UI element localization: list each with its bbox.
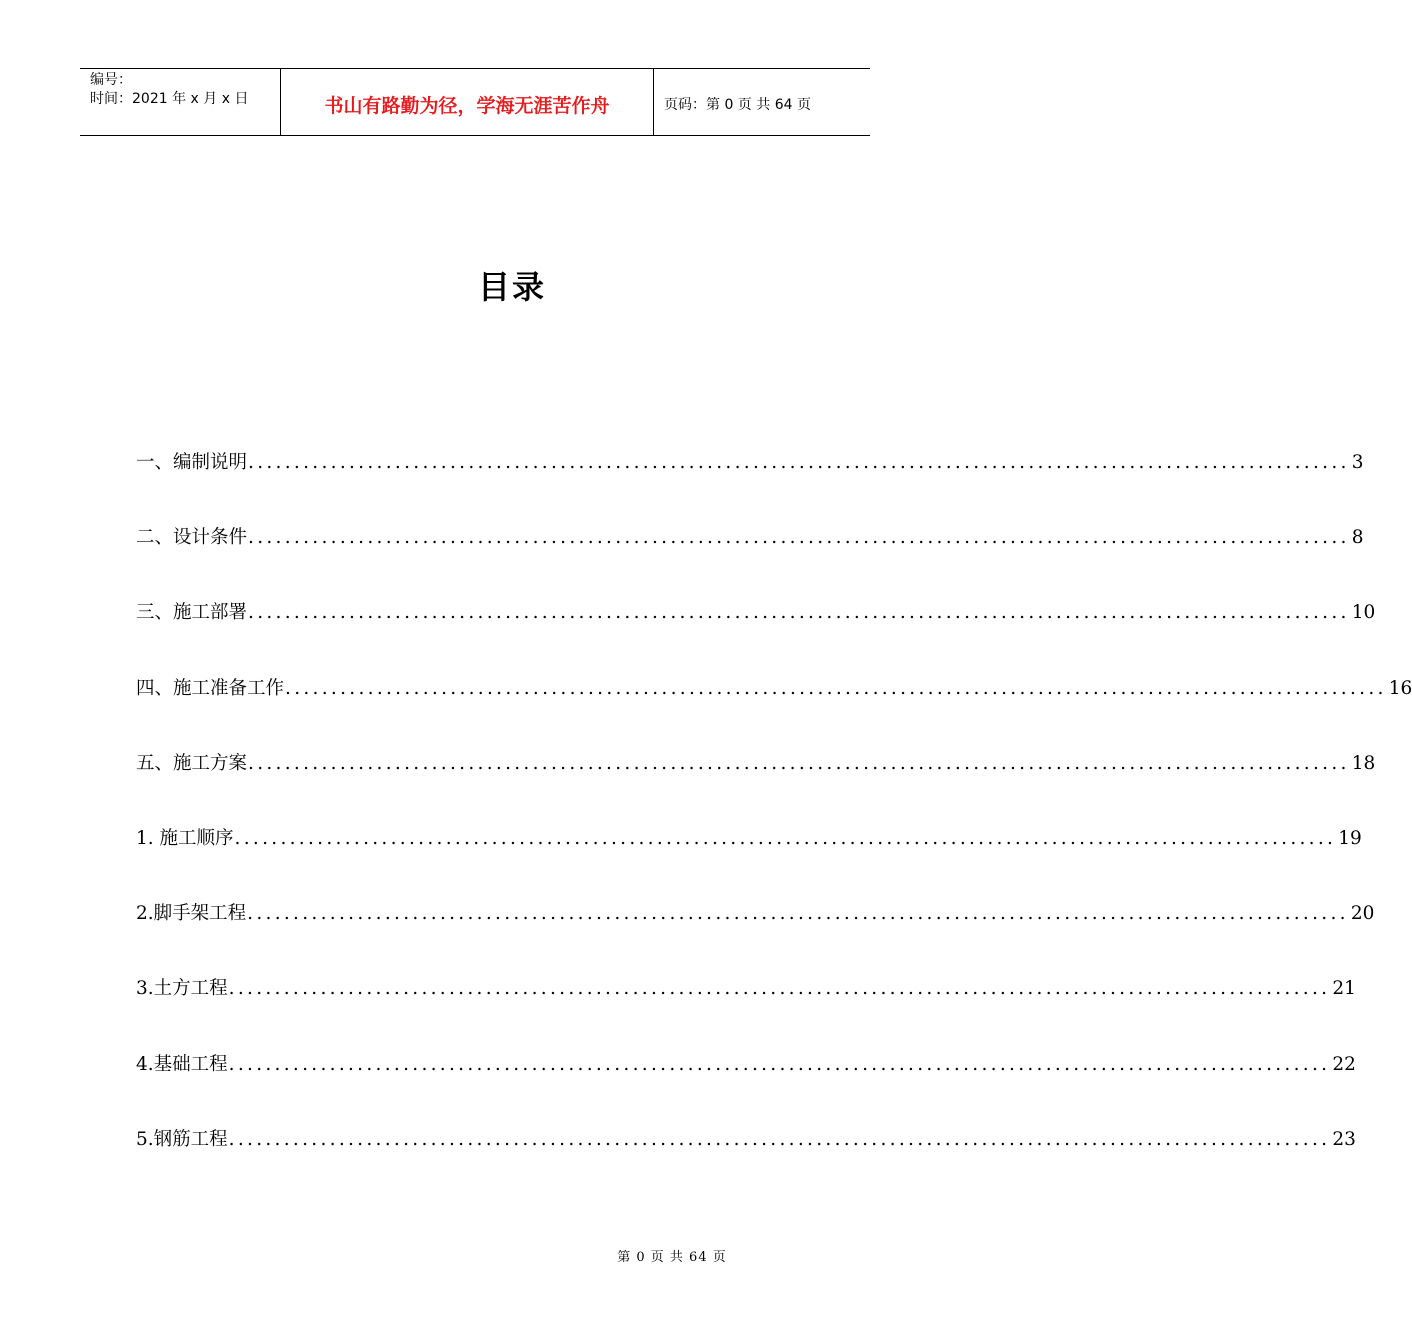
toc-item[interactable] [136,674,1412,749]
toc-leader-dots: ........................................................................................................................ [228,1053,1331,1075]
header-meta [80,69,281,135]
toc-leader-dots: ........................................................................................................................ [247,903,1349,925]
toc-item-page: 20 [1350,903,1375,925]
toc-item-page: 10 [1351,602,1376,624]
toc-item-label: 一、编制说明 [136,452,248,473]
toc-leader-dots: ........................................................................................................................ [248,452,1350,473]
toc-item-label: 三、施工部署 [136,602,248,624]
toc-item[interactable] [136,1050,1356,1125]
document-number-label: 编号： [90,72,132,88]
toc-item-label: 二、设计条件 [136,527,248,549]
toc-item-page: 16 [1388,677,1412,699]
page-footer: 第 0 页 共 64 页 [617,1250,727,1265]
toc-item[interactable] [136,824,1362,899]
toc-leader-dots: ........................................................................................................................ [234,827,1337,849]
toc-leader-dots: ........................................................................................................................ [285,677,1387,699]
toc-item-label: 2.脚手架工程 [136,903,247,925]
toc-item-label: 1. 施工顺序 [136,827,234,849]
toc-item-label: 3.土方工程 [136,978,228,1000]
toc-item-label: 4.基础工程 [136,1053,228,1075]
toc-item[interactable] [136,598,1376,673]
toc-leader-dots: ........................................................................................................................ [248,752,1350,774]
toc-item[interactable] [136,1125,1356,1200]
toc-leader-dots: ........................................................................................................................ [248,602,1350,624]
toc-leader-dots: ........................................................................................................................ [228,1128,1331,1150]
toc-item-page: 21 [1332,978,1356,1000]
toc-item[interactable] [136,523,1364,598]
toc-item-label: 四、施工准备工作 [136,677,285,699]
toc-item[interactable] [136,448,1364,523]
header-page-info: 页码：第 0 页 共 64 页 [664,97,811,113]
toc-leader-dots: ........................................................................................................................ [248,527,1350,549]
toc-item-page: 19 [1338,827,1362,849]
toc-item-label: 5.钢筋工程 [136,1128,228,1150]
document-date: 时间：2021 年 x 月 x 日 [90,91,249,107]
toc-leader-dots: ........................................................................................................................ [228,978,1331,1000]
toc-item-label: 五、施工方案 [136,752,248,774]
toc-item[interactable] [136,749,1376,824]
toc-item-page: 8 [1351,527,1364,549]
toc-item[interactable] [136,899,1375,974]
toc-item[interactable] [136,974,1356,1049]
toc-item-page: 18 [1351,752,1376,774]
document-title: 目录 [477,268,546,306]
toc-item-page: 22 [1332,1053,1356,1075]
toc-item-page: 3 [1351,452,1364,473]
toc-item-page: 23 [1332,1128,1356,1150]
header-motto: 书山有路勤为径，学海无涯苦作舟 [281,69,654,135]
page-header [80,68,870,136]
table-of-contents [136,448,1412,1200]
